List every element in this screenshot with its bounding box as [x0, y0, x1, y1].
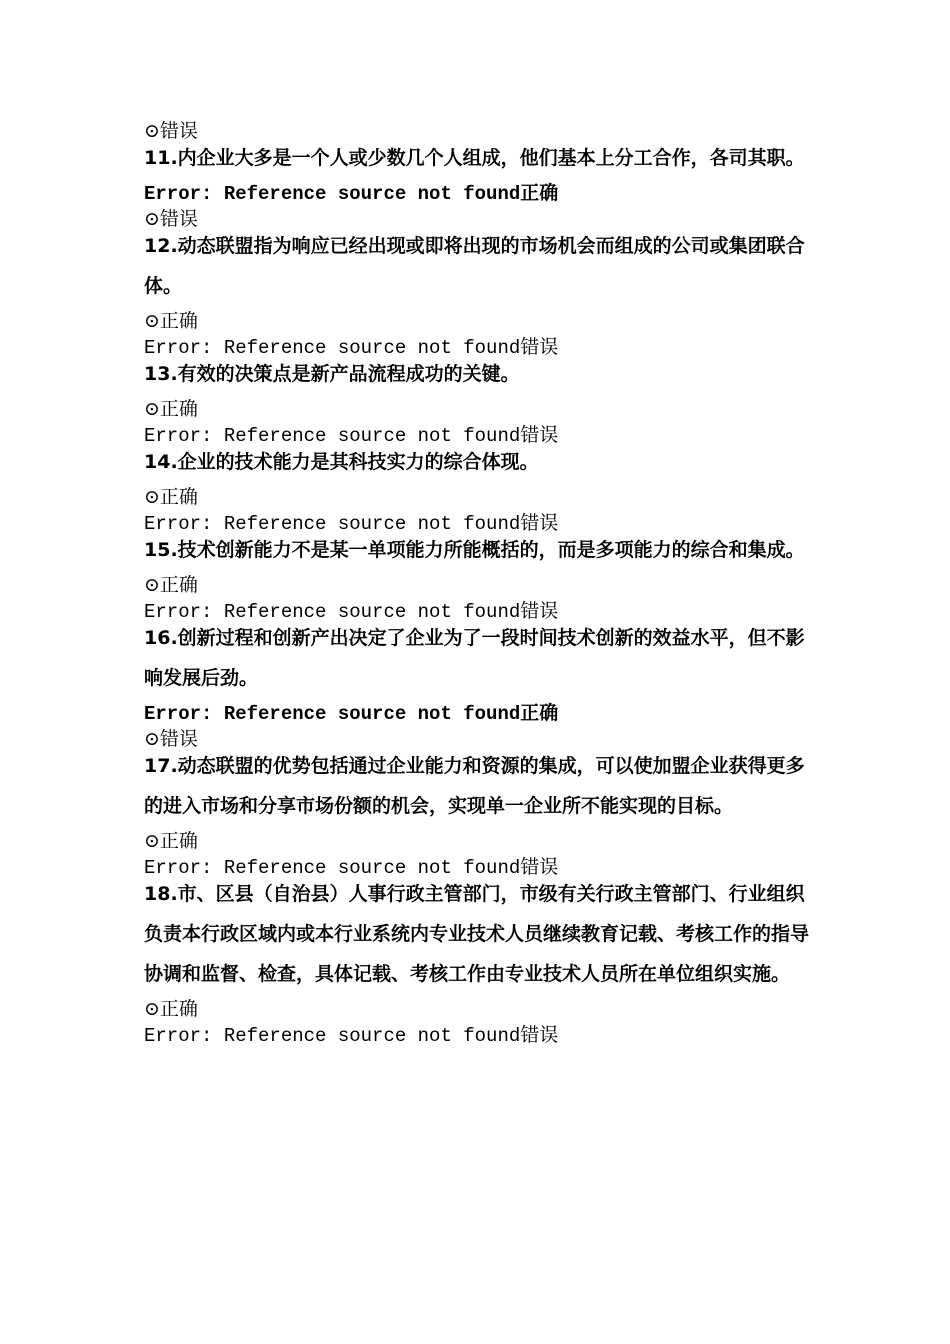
error-text: Error: Reference source not found — [144, 857, 521, 879]
answer-suffix: 错误 — [520, 1024, 559, 1046]
question-11: 11.内企业大多是一个人或少数几个人组成，他们基本上分工合作，各司其职。 — [144, 147, 805, 169]
error-text: Error: Reference source not found — [144, 337, 521, 359]
question-15: 15.技术创新能力不是某一单项能力所能概括的，而是多项能力的综合和集成。 — [144, 539, 805, 561]
answer-option: ⊙正确 — [144, 574, 198, 596]
answer-suffix: 错误 — [520, 424, 559, 446]
question-17: 17.动态联盟的优势包括通过企业能力和资源的集成，可以使加盟企业获得更多的进入市场和分享市场份额的机会，实现单一企业所不能实现的目标。 — [144, 755, 805, 817]
answer-option: ⊙正确 — [144, 398, 198, 420]
error-reference — [144, 700, 814, 726]
error-text: Error: Reference source not found — [144, 601, 521, 623]
error-text: Error: Reference source not found — [144, 703, 521, 725]
answer-option: ⊙错误 — [144, 728, 198, 750]
question-13: 13.有效的决策点是新产品流程成功的关键。 — [144, 363, 520, 385]
error-text: Error: Reference source not found — [144, 183, 521, 205]
error-text: Error: Reference source not found — [144, 425, 521, 447]
answer-option: ⊙错误 — [144, 208, 198, 230]
answer-option: ⊙正确 — [144, 998, 198, 1020]
answer-option: ⊙正确 — [144, 830, 198, 852]
error-text: Error: Reference source not found — [144, 1025, 521, 1047]
document-page — [144, 118, 814, 1048]
question-12: 12.动态联盟指为响应已经出现或即将出现的市场机会而组成的公司或集团联合体。 — [144, 235, 805, 297]
answer-suffix: 错误 — [520, 336, 559, 358]
answer-suffix: 正确 — [520, 702, 559, 724]
answer-option: ⊙正确 — [144, 310, 198, 332]
answer-suffix: 错误 — [520, 856, 559, 878]
error-reference — [144, 180, 814, 206]
answer-suffix: 错误 — [520, 512, 559, 534]
question-18: 18.市、区县（自治县）人事行政主管部门，市级有关行政主管部门、行业组织负责本行政区域内或本行业系统内专业技术人员继续教育记载、考核工作的指导协调和监督、检查，具体记载、考核工作由专业技术人员所在单位组织实施。 — [144, 883, 810, 985]
error-text: Error: Reference source not found — [144, 513, 521, 535]
answer-option: ⊙错误 — [144, 120, 198, 142]
question-14: 14.企业的技术能力是其科技实力的综合体现。 — [144, 451, 539, 473]
answer-suffix: 正确 — [520, 182, 559, 204]
question-16: 16.创新过程和创新产出决定了企业为了一段时间技术创新的效益水平，但不影响发展后劲。 — [144, 627, 805, 689]
answer-suffix: 错误 — [520, 600, 559, 622]
answer-option: ⊙正确 — [144, 486, 198, 508]
error-reference — [144, 1022, 814, 1048]
